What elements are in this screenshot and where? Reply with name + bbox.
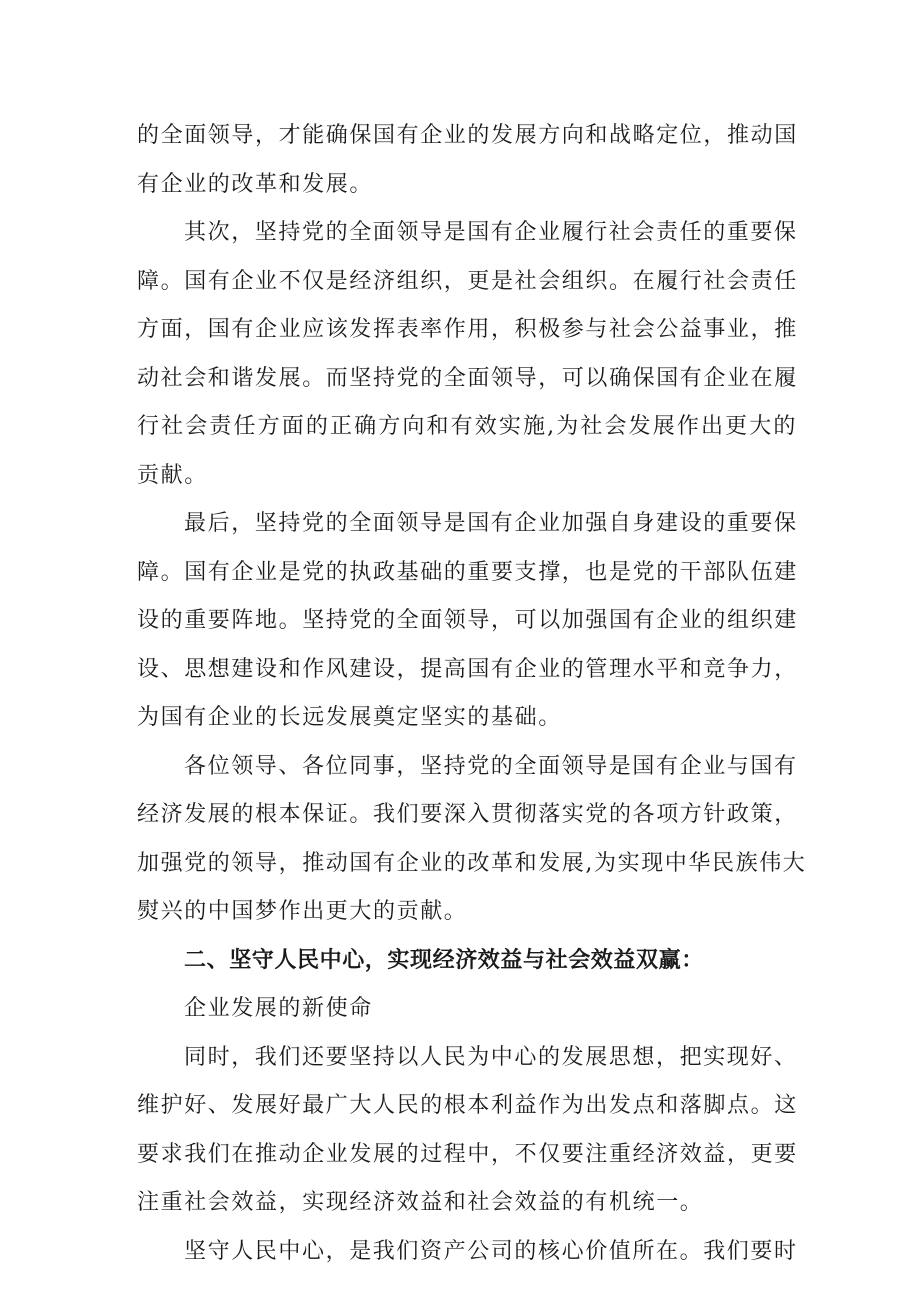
text-line: 行社会责任方面的正确方向和有效实施,为社会发展作出更大的 — [137, 414, 797, 439]
text-line: 设的重要阵地。坚持党的全面领导，可以加强国有企业的组织建 — [137, 608, 798, 633]
text-line: 动社会和谐发展。而坚持党的全面领导，可以确保国有企业在履 — [137, 365, 798, 391]
text-line: 熨兴的中国梦作出更大的贡献。 — [137, 899, 468, 924]
text-line: 同时，我们还要坚持以人民为中心的发展思想，把实现好、 — [184, 1044, 798, 1070]
section-subheading: 企业发展的新使命 — [184, 996, 373, 1021]
text-line: 贡献。 — [137, 462, 208, 488]
text-line: 其次，坚持党的全面领导是国有企业履行社会责任的重要保 — [184, 220, 798, 245]
text-line: 要求我们在推动企业发展的过程中，不仅要注重经济效益，更要 — [137, 1141, 798, 1167]
text-line: 维护好、发展好最广大人民的根本利益作为出发点和落脚点。这 — [137, 1093, 798, 1118]
text-line: 坚守人民中心，是我们资产公司的核心价值所在。我们要时 — [184, 1238, 798, 1264]
text-line: 的全面领导，才能确保国有企业的发展方向和战略定位，推动国 — [137, 123, 798, 148]
text-line: 障。国有企业不仅是经济组织，更是社会组织。在履行社会责任 — [137, 268, 798, 294]
text-line: 方面，国有企业应该发挥表率作用，积极参与社会公益事业，推 — [137, 317, 798, 342]
text-line: 经济发展的根本保证。我们要深入贯彻落实党的各项方针政策， — [137, 802, 798, 827]
text-line: 为国有企业的长远发展奠定坚实的基础。 — [137, 705, 562, 730]
text-line: 有企业的改革和发展。 — [137, 171, 374, 197]
text-line: 障。国有企业是党的执政基础的重要支撑，也是党的干部队伍建 — [137, 559, 798, 585]
text-line: 注重社会效益，实现经济效益和社会效益的有机统一。 — [137, 1190, 704, 1215]
document-body — [137, 112, 807, 1276]
text-line: 最后，坚持党的全面领导是国有企业加强自身建设的重要保 — [184, 511, 798, 536]
section-heading: 二、坚守人民中心，实现经济效益与社会效益双赢： — [184, 947, 704, 973]
text-line: 设、思想建设和作风建设，提高国有企业的管理水平和竞争力， — [137, 656, 798, 682]
text-line: 加强党的领导，推动国有企业的改革和发展,为实现中华民族伟大 — [137, 850, 807, 876]
text-line: 各位领导、各位同事，坚持党的全面领导是国有企业与国有 — [184, 753, 798, 779]
